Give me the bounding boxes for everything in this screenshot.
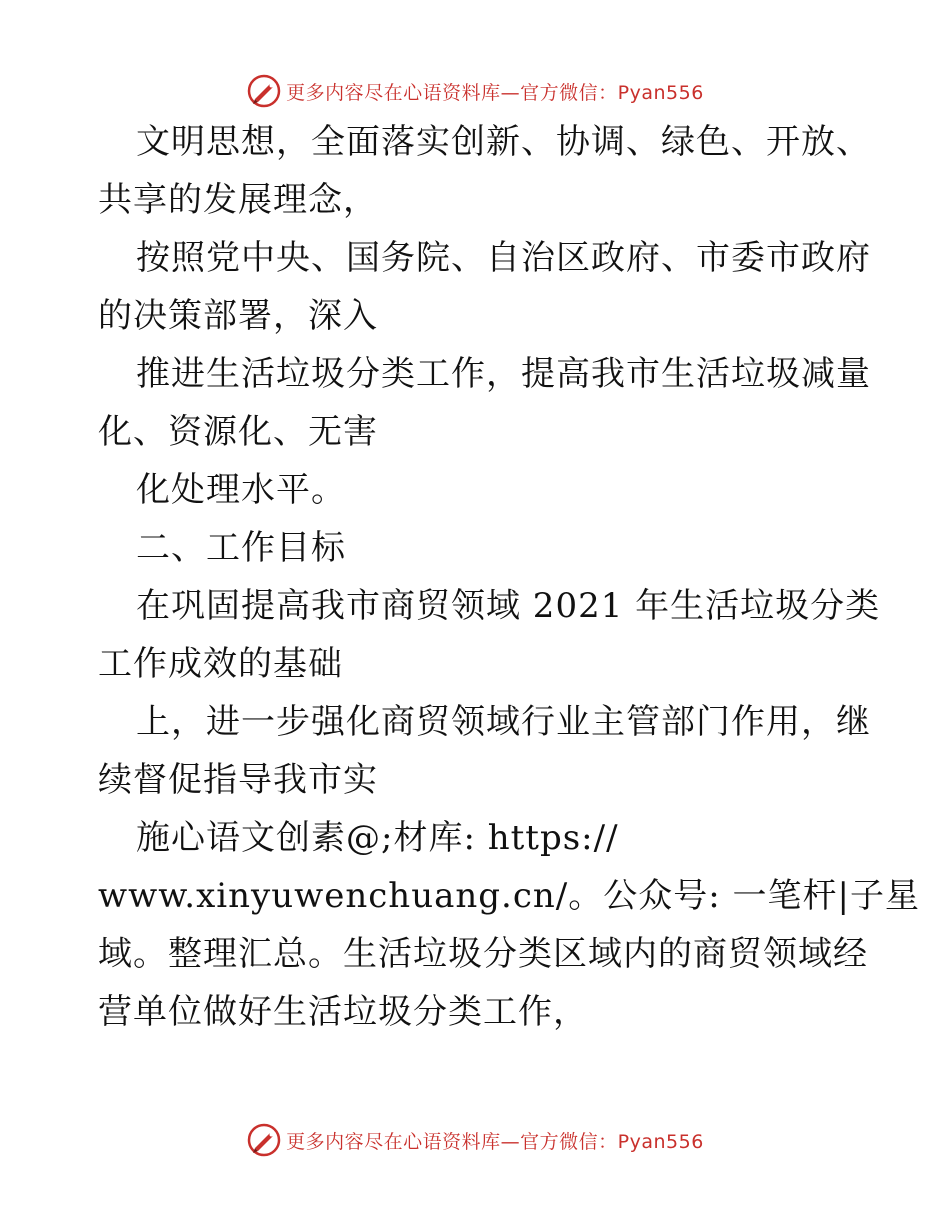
section-heading: 二、工作目标 xyxy=(136,528,346,568)
footer-watermark-text: 更多内容尽在心语资料库—官方微信：Pyan556 xyxy=(286,1130,704,1153)
body-line-10: 工作成效的基础 xyxy=(98,644,343,684)
body-line-7: 化处理水平。 xyxy=(136,470,346,510)
document-body xyxy=(0,120,950,1060)
body-line-12: 续督促指导我市实 xyxy=(98,760,378,800)
body-line-3: 按照党中央、国务院、自治区政府、市委市政府 xyxy=(136,238,871,278)
body-line-13: 施心语文创素@;材库: https:// xyxy=(136,818,619,858)
pen-logo-icon xyxy=(246,73,282,109)
body-line-1: 文明思想，全面落实创新、协调、绿色、开放、 xyxy=(136,122,871,162)
body-line-6: 化、资源化、无害 xyxy=(98,412,378,452)
body-line-9: 在巩固提高我市商贸领域 2021 年生活垃圾分类 xyxy=(136,586,881,626)
body-line-16: 营单位做好生活垃圾分类工作， xyxy=(98,992,588,1032)
body-line-2: 共享的发展理念， xyxy=(98,180,378,220)
body-line-5: 推进生活垃圾分类工作，提高我市生活垃圾减量 xyxy=(136,354,871,394)
header-watermark-text: 更多内容尽在心语资料库—官方微信：Pyan556 xyxy=(286,81,704,104)
body-line-14: www.xinyuwenchuang.cn/。公众号: 一笔杆|子星 xyxy=(98,876,920,916)
body-line-4: 的决策部署，深入 xyxy=(98,296,378,336)
body-line-15: 域。整理汇总。生活垃圾分类区域内的商贸领域经 xyxy=(98,934,868,974)
header-watermark xyxy=(0,71,950,111)
footer-watermark xyxy=(0,1120,950,1160)
pen-logo-icon xyxy=(246,1122,282,1158)
body-line-11: 上，进一步强化商贸领域行业主管部门作用，继 xyxy=(136,702,871,742)
